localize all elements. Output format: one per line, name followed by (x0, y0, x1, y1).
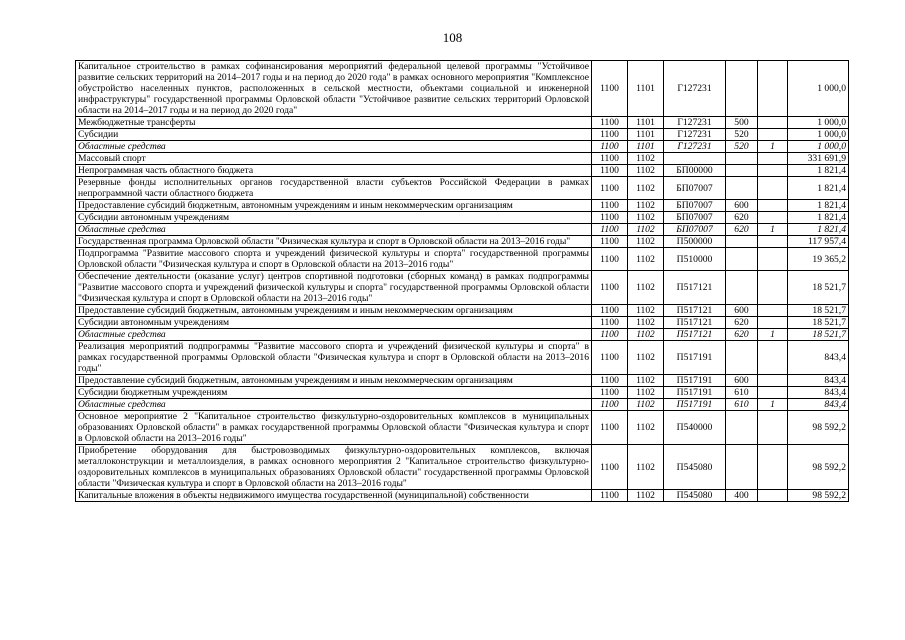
table-row (76, 165, 849, 177)
cell-amount: 18 521,7 (788, 317, 849, 329)
cell-subsection: 1102 (628, 236, 664, 248)
cell-target-code: БП07007 (664, 224, 726, 236)
cell-name: Областные средства (76, 224, 592, 236)
cell-section: 1100 (592, 305, 628, 317)
cell-funding-source: 1 (758, 399, 788, 411)
cell-subsection: 1102 (628, 375, 664, 387)
table-row (76, 177, 849, 200)
cell-amount: 98 592,2 (788, 490, 849, 502)
cell-name: Капитальное строительство в рамках софинансирования мероприятий федеральной целевой программы "Устойчивое развитие сельских территорий на 2014–2017 годы и на период до 2020 года" в рамках основного мероприятия "Комплексное обустройство населенных пунктов, расположенных в сельской местности, объектами социальной и инженерной инфраструктуры" государственной программы Орловской области "Устойчивое развитие сельских территорий Орловской области на 2014–2017 годы и на период до 2020 года" (76, 61, 592, 117)
cell-subsection: 1102 (628, 200, 664, 212)
cell-name: Государственная программа Орловской области "Физическая культура и спорт в Орловской области на 2013–2016 годы" (76, 236, 592, 248)
table-row (76, 271, 849, 305)
cell-subsection: 1102 (628, 329, 664, 341)
cell-section: 1100 (592, 329, 628, 341)
table-row (76, 375, 849, 387)
table-row (76, 329, 849, 341)
cell-expense-type: 600 (726, 375, 758, 387)
cell-expense-type (726, 271, 758, 305)
cell-name: Субсидии бюджетным учреждениям (76, 387, 592, 399)
cell-amount: 18 521,7 (788, 305, 849, 317)
table-row (76, 305, 849, 317)
table-row (76, 153, 849, 165)
cell-target-code: П517191 (664, 399, 726, 411)
cell-subsection: 1102 (628, 177, 664, 200)
cell-name: Предоставление субсидий бюджетным, автономным учреждениям и иным некоммерческим организациям (76, 200, 592, 212)
cell-name: Основное мероприятие 2 "Капитальное строительство физкультурно-оздоровительных комплексов в муниципальных образованиях Орловской области" в рамках государственной программы Орловской области "Физическая культура и спорт в Орловской области на 2013–2016 годы" (76, 411, 592, 445)
cell-target-code: П545080 (664, 445, 726, 490)
cell-target-code: БП07007 (664, 212, 726, 224)
table-row (76, 200, 849, 212)
cell-section: 1100 (592, 61, 628, 117)
cell-funding-source (758, 248, 788, 271)
cell-amount: 19 365,2 (788, 248, 849, 271)
cell-section: 1100 (592, 153, 628, 165)
cell-amount: 843,4 (788, 375, 849, 387)
cell-name: Капитальные вложения в объекты недвижимого имущества государственной (муниципальной) собственности (76, 490, 592, 502)
cell-funding-source (758, 177, 788, 200)
cell-funding-source (758, 341, 788, 375)
cell-name: Предоставление субсидий бюджетным, автономным учреждениям и иным некоммерческим организациям (76, 305, 592, 317)
cell-target-code: П517121 (664, 271, 726, 305)
cell-target-code: П517121 (664, 329, 726, 341)
cell-funding-source (758, 200, 788, 212)
cell-name: Подпрограмма "Развитие массового спорта и учреждений физической культуры и спорта" государственной программы Орловской области "Физическая культура и спорт в Орловской области на 2013–2016 годы" (76, 248, 592, 271)
cell-subsection: 1102 (628, 165, 664, 177)
cell-section: 1100 (592, 399, 628, 411)
cell-section: 1100 (592, 117, 628, 129)
cell-target-code: БП00000 (664, 165, 726, 177)
cell-expense-type (726, 153, 758, 165)
cell-expense-type (726, 236, 758, 248)
table-row (76, 445, 849, 490)
cell-funding-source (758, 212, 788, 224)
cell-expense-type: 620 (726, 224, 758, 236)
cell-funding-source: 1 (758, 329, 788, 341)
cell-subsection: 1102 (628, 212, 664, 224)
table-row (76, 212, 849, 224)
cell-funding-source (758, 490, 788, 502)
cell-funding-source (758, 61, 788, 117)
cell-subsection: 1101 (628, 61, 664, 117)
cell-subsection: 1102 (628, 305, 664, 317)
cell-expense-type: 400 (726, 490, 758, 502)
cell-expense-type: 600 (726, 305, 758, 317)
cell-subsection: 1102 (628, 411, 664, 445)
cell-section: 1100 (592, 271, 628, 305)
cell-amount: 331 691,9 (788, 153, 849, 165)
cell-amount: 1 821,4 (788, 200, 849, 212)
table-row (76, 117, 849, 129)
cell-name: Непрограммная часть областного бюджета (76, 165, 592, 177)
cell-funding-source (758, 305, 788, 317)
cell-target-code: П517191 (664, 375, 726, 387)
cell-target-code: БП07007 (664, 177, 726, 200)
cell-amount: 843,4 (788, 341, 849, 375)
table-row (76, 61, 849, 117)
cell-amount: 1 821,4 (788, 177, 849, 200)
cell-expense-type: 610 (726, 387, 758, 399)
cell-name: Массовый спорт (76, 153, 592, 165)
cell-target-code (664, 153, 726, 165)
cell-amount: 1 821,4 (788, 165, 849, 177)
cell-subsection: 1102 (628, 341, 664, 375)
budget-table-body (76, 61, 849, 502)
cell-funding-source (758, 129, 788, 141)
cell-expense-type (726, 177, 758, 200)
cell-expense-type: 520 (726, 141, 758, 153)
cell-section: 1100 (592, 177, 628, 200)
cell-target-code: П540000 (664, 411, 726, 445)
cell-amount: 843,4 (788, 399, 849, 411)
cell-expense-type (726, 165, 758, 177)
table-row (76, 411, 849, 445)
cell-target-code: П517191 (664, 341, 726, 375)
cell-section: 1100 (592, 375, 628, 387)
cell-name: Областные средства (76, 399, 592, 411)
cell-funding-source (758, 117, 788, 129)
cell-funding-source (758, 445, 788, 490)
cell-expense-type: 610 (726, 399, 758, 411)
cell-section: 1100 (592, 200, 628, 212)
cell-funding-source (758, 165, 788, 177)
table-row (76, 490, 849, 502)
cell-subsection: 1102 (628, 490, 664, 502)
cell-target-code: Г127231 (664, 141, 726, 153)
page-number: 108 (442, 30, 463, 45)
cell-expense-type: 600 (726, 200, 758, 212)
cell-name: Субсидии (76, 129, 592, 141)
cell-section: 1100 (592, 387, 628, 399)
cell-name: Реализация мероприятий подпрограммы "Развитие массового спорта и учреждений физической культуры и спорта" в рамках государственной программы Орловской области "Физическая культура и спорт в Орловской области на 2013–2016 годы" (76, 341, 592, 375)
cell-amount: 843,4 (788, 387, 849, 399)
cell-subsection: 1102 (628, 387, 664, 399)
cell-amount: 117 957,4 (788, 236, 849, 248)
cell-section: 1100 (592, 411, 628, 445)
cell-name: Областные средства (76, 141, 592, 153)
cell-amount: 18 521,7 (788, 271, 849, 305)
table-row (76, 248, 849, 271)
cell-section: 1100 (592, 236, 628, 248)
cell-name: Резервные фонды исполнительных органов государственной власти субъектов Российской Федерации в рамках непрограммной части областного бюджета (76, 177, 592, 200)
table-row (76, 399, 849, 411)
cell-section: 1100 (592, 224, 628, 236)
cell-name: Субсидии автономным учреждениям (76, 212, 592, 224)
table-row (76, 129, 849, 141)
cell-section: 1100 (592, 248, 628, 271)
cell-target-code: П500000 (664, 236, 726, 248)
cell-amount: 1 821,4 (788, 212, 849, 224)
cell-amount: 1 000,0 (788, 61, 849, 117)
cell-expense-type (726, 248, 758, 271)
cell-subsection: 1102 (628, 224, 664, 236)
table-row (76, 224, 849, 236)
cell-amount: 1 821,4 (788, 224, 849, 236)
cell-target-code: П517121 (664, 305, 726, 317)
cell-name: Областные средства (76, 329, 592, 341)
cell-section: 1100 (592, 129, 628, 141)
cell-name: Обеспечение деятельности (оказание услуг) центров спортивной подготовки (сборных команд) в рамках подпрограммы "Развитие массового спорта и учреждений физической культуры и спорта" государственной программы Орловской области "Физическая культура и спорт в Орловской области на 2013–2016 годы" (76, 271, 592, 305)
cell-amount: 1 000,0 (788, 141, 849, 153)
table-row (76, 141, 849, 153)
table-row (76, 387, 849, 399)
cell-amount: 1 000,0 (788, 129, 849, 141)
cell-target-code: Г127231 (664, 129, 726, 141)
cell-funding-source: 1 (758, 141, 788, 153)
cell-expense-type (726, 61, 758, 117)
cell-funding-source: 1 (758, 224, 788, 236)
cell-subsection: 1101 (628, 117, 664, 129)
table-row (76, 236, 849, 248)
cell-funding-source (758, 153, 788, 165)
cell-amount: 18 521,7 (788, 329, 849, 341)
cell-section: 1100 (592, 141, 628, 153)
cell-target-code: П510000 (664, 248, 726, 271)
cell-section: 1100 (592, 317, 628, 329)
cell-expense-type: 620 (726, 317, 758, 329)
cell-funding-source (758, 375, 788, 387)
table-row (76, 341, 849, 375)
cell-expense-type (726, 445, 758, 490)
cell-amount: 98 592,2 (788, 411, 849, 445)
budget-table (75, 60, 849, 502)
cell-name: Приобретение оборудования для быстровозводимых физкультурно-оздоровительных комплексов, включая металлоконструкции и металлоизделия, в рамках основного мероприятия 2 "Капитальное строительство физкультурно-оздоровительных комплексов в муниципальных образованиях Орловской области" государственной программы Орловской области "Физическая культура и спорт в Орловской области на 2013–2016 годы" (76, 445, 592, 490)
cell-name: Межбюджетные трансферты (76, 117, 592, 129)
cell-section: 1100 (592, 445, 628, 490)
cell-subsection: 1102 (628, 445, 664, 490)
cell-amount: 1 000,0 (788, 117, 849, 129)
cell-funding-source (758, 271, 788, 305)
cell-subsection: 1101 (628, 141, 664, 153)
cell-subsection: 1101 (628, 129, 664, 141)
cell-expense-type: 620 (726, 329, 758, 341)
cell-amount: 98 592,2 (788, 445, 849, 490)
cell-expense-type: 620 (726, 212, 758, 224)
cell-section: 1100 (592, 341, 628, 375)
cell-funding-source (758, 387, 788, 399)
cell-subsection: 1102 (628, 248, 664, 271)
cell-section: 1100 (592, 212, 628, 224)
cell-subsection: 1102 (628, 399, 664, 411)
cell-name: Предоставление субсидий бюджетным, автономным учреждениям и иным некоммерческим организациям (76, 375, 592, 387)
cell-expense-type (726, 341, 758, 375)
cell-expense-type: 500 (726, 117, 758, 129)
cell-funding-source (758, 317, 788, 329)
cell-name: Субсидии автономным учреждениям (76, 317, 592, 329)
cell-section: 1100 (592, 165, 628, 177)
table-row (76, 317, 849, 329)
cell-funding-source (758, 411, 788, 445)
cell-target-code: Г127231 (664, 61, 726, 117)
cell-target-code: Г127231 (664, 117, 726, 129)
cell-target-code: БП07007 (664, 200, 726, 212)
cell-target-code: П517191 (664, 387, 726, 399)
cell-target-code: П517121 (664, 317, 726, 329)
cell-subsection: 1102 (628, 271, 664, 305)
cell-expense-type: 520 (726, 129, 758, 141)
cell-subsection: 1102 (628, 317, 664, 329)
cell-expense-type (726, 411, 758, 445)
cell-funding-source (758, 236, 788, 248)
cell-target-code: П545080 (664, 490, 726, 502)
cell-subsection: 1102 (628, 153, 664, 165)
cell-section: 1100 (592, 490, 628, 502)
